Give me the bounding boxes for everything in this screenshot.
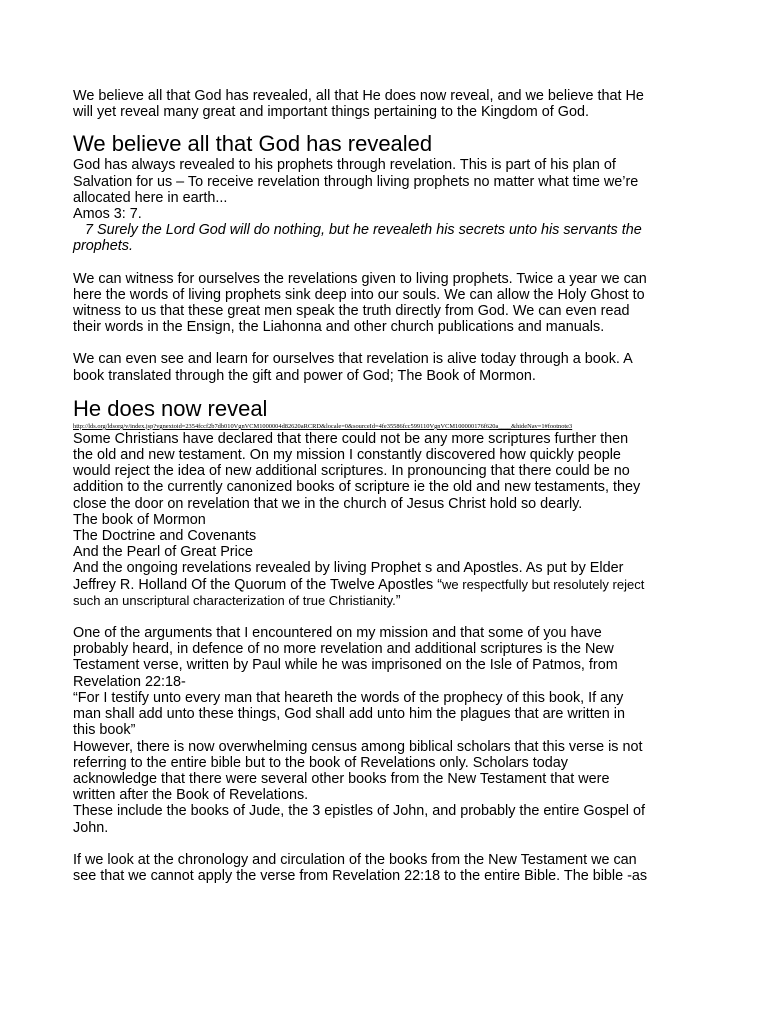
- text-line: One of the arguments that I encountered on my mission and that some of you have: [73, 625, 602, 642]
- quote-line: prophets.: [73, 238, 134, 255]
- text-line: The book of Mormon: [73, 511, 206, 528]
- text-line: And the ongoing revelations revealed by living Prophet s and Apostles. As put by Elder: [73, 560, 624, 577]
- section1-paragraph2: [73, 271, 701, 336]
- quote-line: 7 Surely the Lord God will do nothing, but he revealeth his secrets unto his servants the: [73, 222, 642, 239]
- text-line: Salvation for us – To receive revelation through living prophets no matter what time we’re: [73, 173, 639, 190]
- text-line: Some Christians have declared that there could not be any more scriptures further then: [73, 430, 629, 447]
- intro-line: We believe all that God has revealed, all that He does now reveal, and we believe that He: [73, 88, 644, 104]
- amos-quote: [73, 222, 701, 254]
- text-line: witness to us that these great men speak the truth directly from God. We can even read: [73, 303, 630, 320]
- text-line: We can witness for ourselves the revelations given to living prophets. Twice a year we can: [73, 270, 647, 287]
- text-line: Amos 3: 7.: [73, 206, 142, 223]
- text-line: These include the books of Jude, the 3 epistles of John, and probably the entire Gospel of: [73, 803, 645, 820]
- text-line: The Doctrine and Covenants: [73, 528, 257, 545]
- section1-paragraph3: [73, 351, 701, 383]
- text-line: the old and new testament. On my mission I constantly discovered how quickly people: [73, 447, 621, 464]
- text-line: close the door on revelation that we in the church of Jesus Christ hold so dearly.: [73, 495, 583, 512]
- text-line: would reject the idea of new additional scriptures. In pronouncing that there could be no: [73, 463, 630, 480]
- text-line: this book”: [73, 722, 136, 739]
- text-line: Testament verse, written by Paul while he was imprisoned on the Isle of Patmos, from: [73, 657, 618, 674]
- intro-line: will yet reveal many great and important things pertaining to the Kingdom of God.: [73, 104, 589, 121]
- section2-paragraph1: [73, 431, 701, 609]
- text-span: Jeffrey R. Holland Of the Quorum of the Twelve Apostles “: [73, 576, 443, 593]
- text-line: addition to the currently canonized books of scripture ie the old and new testaments, they: [73, 479, 641, 496]
- text-line: written after the Book of Revelations.: [73, 787, 309, 804]
- text-line: see that we cannot apply the verse from Revelation 22:18 to the entire Bible. The bible -as: [73, 867, 648, 884]
- text-line: God has always revealed to his prophets through revelation. This is part of his plan of: [73, 157, 616, 174]
- text-line: allocated here in earth...: [73, 189, 228, 206]
- text-line: here the words of living prophets sink deep into our souls. We can allow the Holy Ghost to: [73, 286, 645, 303]
- section2-paragraph3: [73, 852, 701, 884]
- heading-he-does-now-reveal: He does now reveal: [73, 395, 268, 421]
- text-line: book translated through the gift and power of God; The Book of Mormon.: [73, 367, 536, 384]
- text-line: If we look at the chronology and circulation of the books from the New Testament we can: [73, 851, 637, 868]
- text-line: their words in the Ensign, the Liahonna and other church publications and manuals.: [73, 319, 605, 336]
- holland-quote: such an unscriptural characterization of true Christianity.: [73, 592, 396, 608]
- document-body: [73, 88, 701, 884]
- holland-quote: we respectfully but resolutely reject: [442, 576, 645, 592]
- holland-line: [73, 577, 701, 593]
- section2-paragraph2: [73, 625, 701, 836]
- text-line: “For I testify unto every man that heareth the words of the prophecy of this book, If any: [73, 689, 624, 706]
- text-line: We can even see and learn for ourselves that revelation is alive today through a book. A: [73, 351, 633, 368]
- text-line: acknowledge that there were several other books from the New Testament that were: [73, 770, 610, 787]
- text-line: However, there is now overwhelming census among biblical scholars that this verse is not: [73, 738, 643, 755]
- text-line: probably heard, in defence of no more revelation and additional scriptures is the New: [73, 641, 614, 658]
- text-line: man shall add unto these things, God shall add unto him the plagues that are written in: [73, 706, 625, 723]
- holland-line: [73, 593, 701, 609]
- section1-paragraph1: [73, 157, 701, 222]
- text-line: And the Pearl of Great Price: [73, 544, 253, 561]
- quote-close: ”: [395, 592, 401, 609]
- intro-paragraph: [73, 88, 701, 120]
- heading-god-has-revealed: We believe all that God has revealed: [73, 131, 433, 157]
- text-line: John.: [73, 819, 109, 836]
- text-line: Revelation 22:18-: [73, 673, 186, 690]
- text-line: referring to the entire bible but to the book of Revelations only. Scholars today: [73, 754, 568, 771]
- source-link[interactable]: http://lds.org/ldsorg/v/index.jsp?vgnextoid=2354fccf2b7db010VgnVCM1000004d82620aRCRD&locale=0&sourceId=4fe35586fcc599110VgnVCM100000176f620a____&hideNav=1#footnote3: [73, 422, 573, 430]
